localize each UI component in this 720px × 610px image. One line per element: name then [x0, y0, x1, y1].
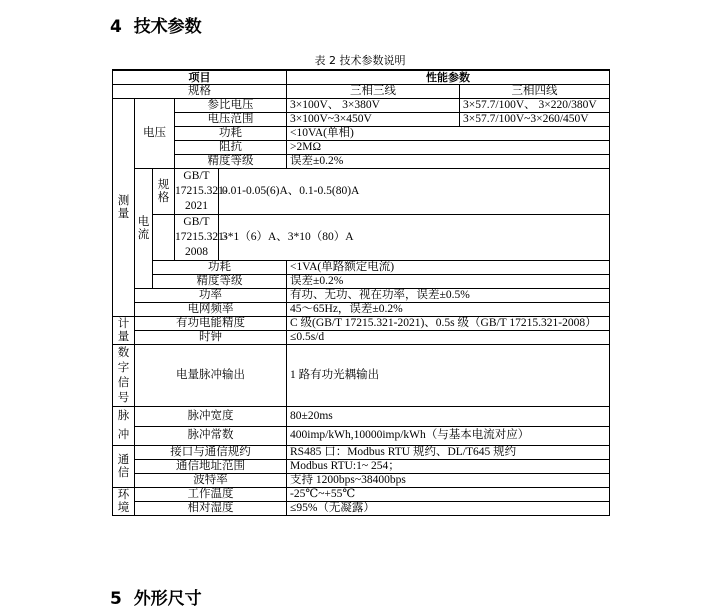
value-clock: ≤0.5s/d [287, 331, 610, 345]
label-voltage-range: 电压范围 [175, 113, 287, 127]
label-voltage-power: 功耗 [175, 127, 287, 141]
value-voltage-range-3p3w: 3×100V~3×450V [287, 113, 460, 127]
label-energy-accuracy: 有功电能精度 [135, 317, 287, 331]
section-title: 技术参数 [133, 17, 202, 37]
table-row [113, 289, 610, 303]
label-pulse-output: 电量脉冲输出 [135, 345, 287, 407]
value-voltage-range-3p4w: 3×57.7/100V~3×260/450V [460, 113, 610, 127]
value-frequency: 45～65Hz，误差±0.2% [287, 303, 610, 317]
label-clock: 时钟 [135, 331, 287, 345]
table-row [113, 99, 610, 113]
table-row [113, 141, 610, 155]
label-impedance: 阻抗 [175, 141, 287, 155]
label-current-accuracy: 精度等级 [153, 275, 287, 289]
tech-spec-table [112, 69, 610, 516]
table-row [113, 345, 610, 407]
table-row [113, 261, 610, 275]
label-interface: 接口与通信规约 [135, 446, 287, 460]
header-performance: 性能参数 [287, 70, 610, 85]
section-4-heading [110, 12, 202, 37]
group-measure: 测量 [113, 99, 135, 317]
section-number: 4 [110, 17, 122, 37]
value-ref-voltage-3p3w: 3×100V、 3×380V [287, 99, 460, 113]
table-row [113, 70, 610, 85]
value-temperature: -25℃~+55℃ [287, 488, 610, 502]
table-row [113, 155, 610, 169]
value-current-power: <1VA(单路额定电流) [287, 261, 610, 275]
table-row [113, 488, 610, 502]
value-interface: RS485 口：Modbus RTU 规约、DL/T645 规约 [287, 446, 610, 460]
std-2021: GB/T 17215.321-2021 [175, 169, 219, 215]
table-row [113, 127, 610, 141]
group-metering: 计量 [113, 317, 135, 345]
label-power: 功率 [135, 289, 287, 303]
table-row [113, 426, 610, 446]
table-row [113, 85, 610, 99]
table-row [113, 113, 610, 127]
label-humidity: 相对湿度 [135, 502, 287, 516]
label-temperature: 工作温度 [135, 488, 287, 502]
value-std-2021: 0.01-0.05(6)A、0.1-0.5(80)A [219, 169, 610, 215]
value-power: 有功、无功、视在功率，误差±0.5% [287, 289, 610, 303]
label-ref-voltage: 参比电压 [175, 99, 287, 113]
label-address-range: 通信地址范围 [135, 460, 287, 474]
header-3p3w: 三相三线 [287, 85, 460, 99]
value-ref-voltage-3p4w: 3×57.7/100V、 3×220/380V [460, 99, 610, 113]
current-spec-label: 规格 [153, 169, 175, 215]
header-3p4w: 三相四线 [460, 85, 610, 99]
value-pulse-width: 80±20ms [287, 407, 610, 427]
group-pulse: 脉冲 [113, 407, 135, 446]
section-number: 5 [110, 589, 122, 609]
value-address-range: Modbus RTU:1~ 254； [287, 460, 610, 474]
table-caption: 表 2 技术参数说明 [314, 54, 406, 67]
table-row [113, 446, 610, 460]
header-item: 项目 [113, 70, 287, 85]
header-spec: 规格 [113, 85, 287, 99]
std-2008: GB/T 17215.321-2008 [175, 215, 219, 261]
label-current-power: 功耗 [153, 261, 287, 275]
value-humidity: ≤95%（无凝露） [287, 502, 610, 516]
value-std-2008: 3*1（6）A、3*10（80）A [219, 215, 610, 261]
value-pulse-constant: 400imp/kWh,10000imp/kWh（与基本电流对应） [287, 426, 610, 446]
table-row [113, 303, 610, 317]
table-row [113, 460, 610, 474]
value-current-accuracy: 误差±0.2% [287, 275, 610, 289]
value-pulse-output: 1 路有功光耦输出 [287, 345, 610, 407]
value-baud-rate: 支持 1200bps~38400bps [287, 474, 610, 488]
group-digital: 数字信号 [113, 345, 135, 407]
group-comm: 通信 [113, 446, 135, 488]
group-voltage: 电压 [135, 99, 175, 169]
value-impedance: >2MΩ [287, 141, 610, 155]
table-row [113, 474, 610, 488]
table-row [113, 407, 610, 427]
table-row [113, 331, 610, 345]
section-title: 外形尺寸 [133, 589, 202, 609]
value-voltage-accuracy: 误差±0.2% [287, 155, 610, 169]
label-voltage-accuracy: 精度等级 [175, 155, 287, 169]
table-row [113, 317, 610, 331]
label-pulse-constant: 脉冲常数 [135, 426, 287, 446]
label-pulse-width: 脉冲宽度 [135, 407, 287, 427]
group-environment: 环境 [113, 488, 135, 516]
group-current: 电流 [135, 169, 153, 289]
section-5-heading [110, 584, 202, 609]
value-voltage-power: <10VA(单相) [287, 127, 610, 141]
table-row [113, 502, 610, 516]
value-energy-accuracy: C 级(GB/T 17215.321-2021)、0.5s 级（GB/T 17215.321-2008） [287, 317, 610, 331]
table-row [113, 275, 610, 289]
label-frequency: 电网频率 [135, 303, 287, 317]
label-baud-rate: 波特率 [135, 474, 287, 488]
